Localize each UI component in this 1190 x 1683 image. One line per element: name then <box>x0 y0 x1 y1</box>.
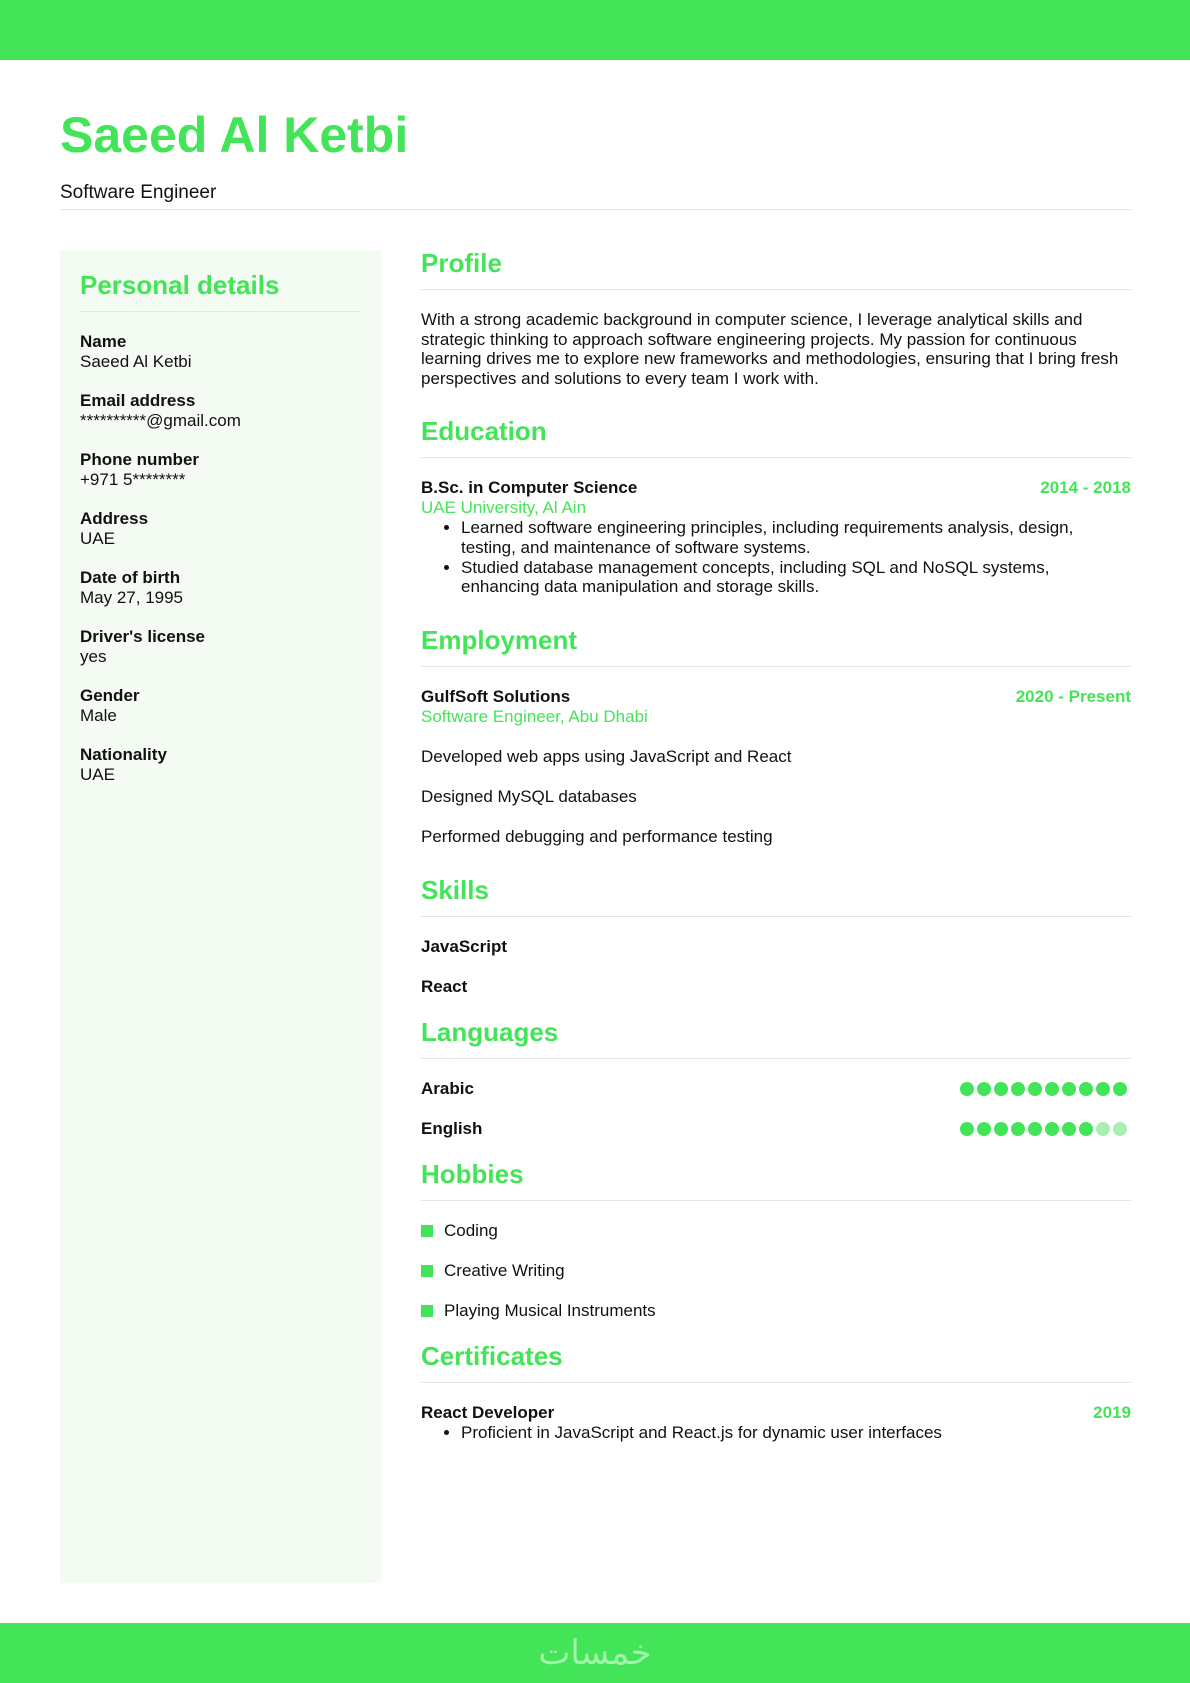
employment-line: Developed web apps using JavaScript and React <box>421 746 792 766</box>
detail-value: yes <box>80 647 107 666</box>
skill-item: JavaScript <box>421 936 507 956</box>
level-dot-filled <box>1028 1082 1042 1096</box>
detail-label: Email address <box>80 391 196 410</box>
employment-section <box>421 625 1131 847</box>
certificate-title: React Developer <box>421 1402 555 1422</box>
level-dot-filled <box>1011 1082 1025 1096</box>
personal-details-list <box>80 332 361 785</box>
square-bullet-icon <box>421 1305 433 1317</box>
detail-date-of-birth <box>80 568 361 608</box>
hobbies-section <box>421 1159 1131 1321</box>
certificate-bullets <box>421 1423 1131 1443</box>
level-dot-filled <box>1062 1082 1076 1096</box>
employment-dates: 2020 - Present <box>1015 686 1131 706</box>
employment-heading: Employment <box>421 625 1131 667</box>
employment-entry-header <box>421 687 1131 707</box>
level-dot-filled <box>1045 1082 1059 1096</box>
certificate-year: 2019 <box>1093 1402 1131 1422</box>
detail-label: Name <box>80 332 127 351</box>
level-dot-filled <box>994 1122 1008 1136</box>
hobbies-heading: Hobbies <box>421 1159 1131 1201</box>
level-dot-filled <box>1079 1082 1093 1096</box>
detail-phone <box>80 450 361 490</box>
certificates-heading: Certificates <box>421 1341 1131 1383</box>
hobby-label: Coding <box>444 1220 498 1240</box>
language-name: Arabic <box>421 1078 474 1098</box>
level-dot-filled <box>977 1082 991 1096</box>
list-item: • Studied database management concepts, including SQL and NoSQL systems, enhancing data manipulation and storage skills. <box>461 558 1131 597</box>
detail-value: May 27, 1995 <box>80 588 184 607</box>
language-row <box>421 1079 1131 1099</box>
employment-line: Performed debugging and performance testing <box>421 826 773 846</box>
skills-heading: Skills <box>421 875 1131 917</box>
education-heading: Education <box>421 416 1131 458</box>
level-dot-filled <box>960 1122 974 1136</box>
profile-text: With a strong academic background in computer science, I leverage analytical skills and strategic thinking to approach software engineering projects. My passion for continuous learning drives me to explore new frameworks and methodologies, ensuring that I bring fresh perspectives and solutions to every team I work with. <box>421 310 1119 388</box>
hobby-item <box>421 1261 1131 1281</box>
resume-job-title: Software Engineer <box>60 182 217 203</box>
detail-value: UAE <box>80 529 115 548</box>
level-dot-empty <box>1096 1122 1110 1136</box>
detail-value: +971 5******** <box>80 470 186 489</box>
certificates-section <box>421 1341 1131 1443</box>
certificate-entry-header <box>421 1403 1131 1423</box>
detail-value: **********@gmail.com <box>80 411 241 430</box>
employment-role: Software Engineer, Abu Dhabi <box>421 706 648 726</box>
detail-name <box>80 332 361 372</box>
employment-company: GulfSoft Solutions <box>421 686 571 706</box>
employment-line: Designed MySQL databases <box>421 786 637 806</box>
language-row <box>421 1119 1131 1139</box>
languages-section <box>421 1017 1131 1139</box>
hobby-label: Creative Writing <box>444 1260 565 1280</box>
level-dot-filled <box>994 1082 1008 1096</box>
education-school: UAE University, Al Ain <box>421 498 587 518</box>
education-entry-header <box>421 478 1131 498</box>
level-dot-empty <box>1113 1122 1127 1136</box>
detail-drivers-license <box>80 627 361 667</box>
detail-gender <box>80 686 361 726</box>
hobby-item <box>421 1301 1131 1321</box>
detail-label: Phone number <box>80 450 200 469</box>
education-dates: 2014 - 2018 <box>1040 478 1131 498</box>
resume-name: Saeed Al Ketbi <box>60 107 409 163</box>
level-dot-filled <box>1062 1122 1076 1136</box>
detail-email <box>80 391 361 431</box>
personal-details-heading: Personal details <box>80 270 361 312</box>
language-level-dots <box>960 1082 1127 1096</box>
list-item: • Learned software engineering principles, including requirements analysis, design, testing, and maintenance of software systems. <box>461 518 1131 557</box>
detail-label: Address <box>80 509 149 528</box>
personal-details-sidebar <box>60 250 381 1583</box>
resume-header <box>60 100 1131 210</box>
skill-item: React <box>421 976 468 996</box>
detail-value: Saeed Al Ketbi <box>80 352 192 371</box>
level-dot-filled <box>960 1082 974 1096</box>
detail-nationality <box>80 745 361 785</box>
education-bullets <box>421 518 1131 596</box>
skills-section <box>421 875 1131 997</box>
language-level-dots <box>960 1122 1127 1136</box>
profile-heading: Profile <box>421 248 1131 290</box>
hobby-item <box>421 1221 1131 1241</box>
level-dot-filled <box>1079 1122 1093 1136</box>
level-dot-filled <box>1011 1122 1025 1136</box>
detail-value: UAE <box>80 765 115 784</box>
language-name: English <box>421 1118 483 1138</box>
level-dot-filled <box>1113 1082 1127 1096</box>
level-dot-filled <box>977 1122 991 1136</box>
hobby-label: Playing Musical Instruments <box>444 1300 656 1320</box>
level-dot-filled <box>1045 1122 1059 1136</box>
square-bullet-icon <box>421 1265 433 1277</box>
education-degree: B.Sc. in Computer Science <box>421 478 638 498</box>
detail-label: Driver's license <box>80 627 206 646</box>
list-item: • Proficient in JavaScript and React.js for dynamic user interfaces <box>461 1423 1131 1443</box>
education-section <box>421 416 1131 596</box>
level-dot-filled <box>1028 1122 1042 1136</box>
level-dot-filled <box>1096 1082 1110 1096</box>
square-bullet-icon <box>421 1225 433 1237</box>
top-accent-bar <box>0 0 1190 60</box>
profile-section <box>421 248 1131 388</box>
detail-label: Gender <box>80 686 140 705</box>
detail-address <box>80 509 361 549</box>
languages-heading: Languages <box>421 1017 1131 1059</box>
detail-label: Nationality <box>80 745 167 764</box>
detail-label: Date of birth <box>80 568 181 587</box>
detail-value: Male <box>80 706 117 725</box>
main-column <box>421 248 1131 1470</box>
watermark-logo: خمسات <box>538 1633 652 1673</box>
